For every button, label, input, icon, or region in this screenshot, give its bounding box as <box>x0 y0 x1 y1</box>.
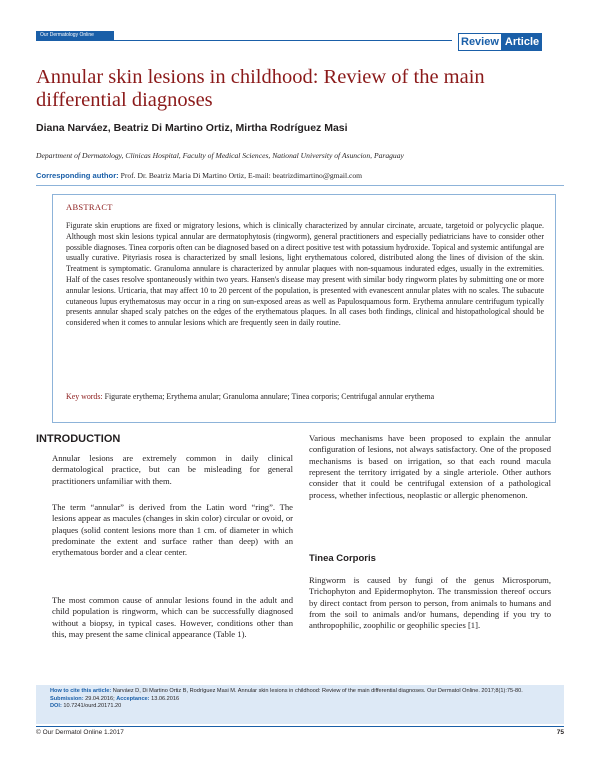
journal-tag: Our Dermatology Online <box>36 31 114 40</box>
abstract-text: Figurate skin eruptions are fixed or migratory lesions, which is clinically characterized by annular circinate, arcuate, targetoid or polycyclic plaque. Although most skin lesions typical annular are dermatophytosis (ringworm), general practitioners and especially pediatricians have to consider other possible diagnoses. Tinea corporis often can be diagnosed based on a direct positive test with potassium hydroxide. Topical and systemic antifungal are usually curative. Pityriasis rosea is characterized by small lesions, light erythematous colored, distributed along the lines of division of the skin. Treatment is symptomatic. Granuloma annulare is characterized by annular plaques with non-squamous indurated edges, usually in the extremities. Half of the cases resolve spontaneously within two years. Hansen's disease may present with similar body ringworm plates by submitting one or more annular lesions. Urticaria, that may affect 10 to 20 percent of the population, is presented with evanescent annular plates with no scales. The subacute cutaneous lupus erythematosus may occur in a ring on sun-exposed areas as well as Papulosquamous form. Erythema annulare centrifugum typically presents annular shaped scaly patches on the edges of the erythematous plaques. In all cases both findings, clinical and histopathological should be considered when it comes to annular lesions which are frequently seen in daily routine. <box>66 221 544 328</box>
intro-paragraph-2: The term “annular” is derived from the Latin word “ring”. The lesions appear as macules (changes in skin color) circular or ovoid, or plaques (solid content lesions more than 1 cm. of diameter in which predominate the extent and surface rather than deep) with an erythematous border and a clear center. <box>52 502 293 558</box>
badge-review: Review <box>458 33 502 51</box>
intro-paragraph-3: The most common cause of annular lesions found in the adult and child population is ringworm, which can be successfully diagnosed without a biopsy, in typical cases. However, conditions other than this, may present the same clinical appearance (Table 1). <box>52 595 293 640</box>
tinea-paragraph: Ringworm is caused by fungi of the genus Microsporum, Trichophyton and Epidermophyton. The transmission thereof occurs by direct contact from person to person, from animals to humans and from the soil to animals and/or humans, depending if you try to anthropophilic, zoophilic or geophilic species [1]. <box>309 575 551 631</box>
abstract-box <box>52 194 556 423</box>
acceptance-date: 13.06.2016 <box>151 695 180 702</box>
keywords-label: Key words: <box>66 392 103 401</box>
article-type-badge <box>458 33 542 51</box>
keywords-text: Figurate erythema; Erythema anular; Granuloma annulare; Tinea corporis; Centrifugal annular erythema <box>104 392 435 401</box>
cite-label: How to cite this article: <box>50 688 112 694</box>
intro-paragraph-1: Annular lesions are extremely common in daily clinical dermatological practice, but can be misleading for general practitioners unfamiliar with them. <box>52 453 293 486</box>
citation-box <box>36 685 564 724</box>
article-title: Annular skin lesions in childhood: Review of the main differential diagnoses <box>36 66 485 111</box>
corresponding-author <box>36 171 566 180</box>
doi-label: DOI: <box>50 703 62 710</box>
submission-date: 29.04.2016; <box>85 695 115 702</box>
corresponding-text: Prof. Dr. Beatriz Maria Di Martino Ortiz, E-mail: beatrizdimartino@gmail.com <box>120 171 363 180</box>
dates-line <box>50 696 550 704</box>
copyright: © Our Dermatol Online 1.2017 <box>36 729 124 736</box>
submission-label: Submission: <box>50 695 84 702</box>
introduction-heading: INTRODUCTION <box>36 433 121 445</box>
doi-line <box>50 703 550 711</box>
author-list: Diana Narváez, Beatriz Di Martino Ortiz, Mirtha Rodríguez Masi <box>36 122 348 134</box>
abstract-heading: ABSTRACT <box>66 202 113 212</box>
page-number: 75 <box>556 729 564 736</box>
keywords <box>66 392 526 403</box>
affiliation: Department of Dermatology, Clinicas Hospital, Faculty of Medical Sciences, National University of Asuncion, Paraguay <box>36 151 404 160</box>
badge-article: Article <box>502 33 542 51</box>
footer-rule <box>36 726 564 727</box>
tinea-corporis-heading: Tinea Corporis <box>309 553 376 564</box>
acceptance-label: Acceptance: <box>116 695 150 702</box>
doi-value[interactable]: 10.7241/ourd.20171.20 <box>63 703 122 710</box>
citation-line <box>50 688 550 696</box>
intro-paragraph-4: Various mechanisms have been proposed to explain the annular configuration of lesions, not always satisfactory. One of the proposed mechanisms is based on irrigation, so that each round macula represent the territory irrigated by a single arteriole. Other authors consider that it could be centrifugal extension of a pathological process, whether infectious, neoplastic or allergic phenomenon. <box>309 433 551 500</box>
corresponding-label: Corresponding author: <box>36 171 119 180</box>
cite-text: Narváez D, Di Martino Ortiz B, Rodríguez Masi M. Annular skin lesions in childhood: Review of the main differential diagnoses. Our Dermatol Online. 2017;8(1):75-80. <box>112 688 523 694</box>
section-divider <box>36 185 564 186</box>
header-rule <box>36 40 452 41</box>
